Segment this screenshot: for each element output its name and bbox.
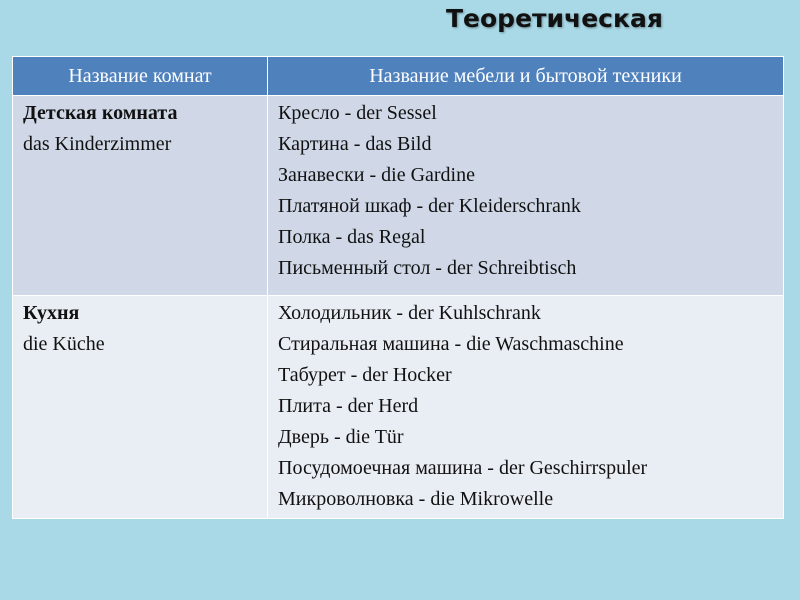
list-item: Холодильник - der Kuhlschrank (278, 302, 541, 324)
vocabulary-table (12, 56, 784, 519)
slide-title: Теоретическая (446, 4, 663, 33)
table-row (13, 96, 784, 296)
room-name-de: die Küche (23, 333, 105, 355)
list-item: Платяной шкаф - der Kleiderschrank (278, 195, 581, 217)
list-item: Посудомоечная машина - der Geschirrspuler (278, 457, 648, 479)
list-item: Письменный стол - der Schreibtisch (278, 257, 577, 279)
list-item: Полка - das Regal (278, 226, 426, 248)
list-item: Табурет - der Hocker (278, 364, 452, 386)
room-cell (13, 296, 268, 519)
room-name-de: das Kinderzimmer (23, 133, 172, 155)
table-row (13, 296, 784, 519)
list-item: Картина - das Bild (278, 133, 432, 155)
list-item: Микроволновка - die Mikrowelle (278, 488, 554, 510)
list-item: Занавески - die Gardine (278, 164, 475, 186)
room-cell (13, 96, 268, 296)
items-cell (268, 296, 784, 519)
header-furniture-names: Название мебели и бытовой техники (268, 57, 784, 96)
items-cell (268, 96, 784, 296)
header-room-names: Название комнат (13, 57, 268, 96)
list-item: Стиральная машина - die Waschmaschine (278, 333, 624, 355)
list-item: Плита - der Herd (278, 395, 419, 417)
room-name-ru: Кухня (23, 302, 80, 324)
room-name-ru: Детская комната (23, 102, 178, 124)
table-header-row (13, 57, 784, 96)
list-item: Дверь - die Tür (278, 426, 404, 448)
list-item: Кресло - der Sessel (278, 102, 437, 124)
